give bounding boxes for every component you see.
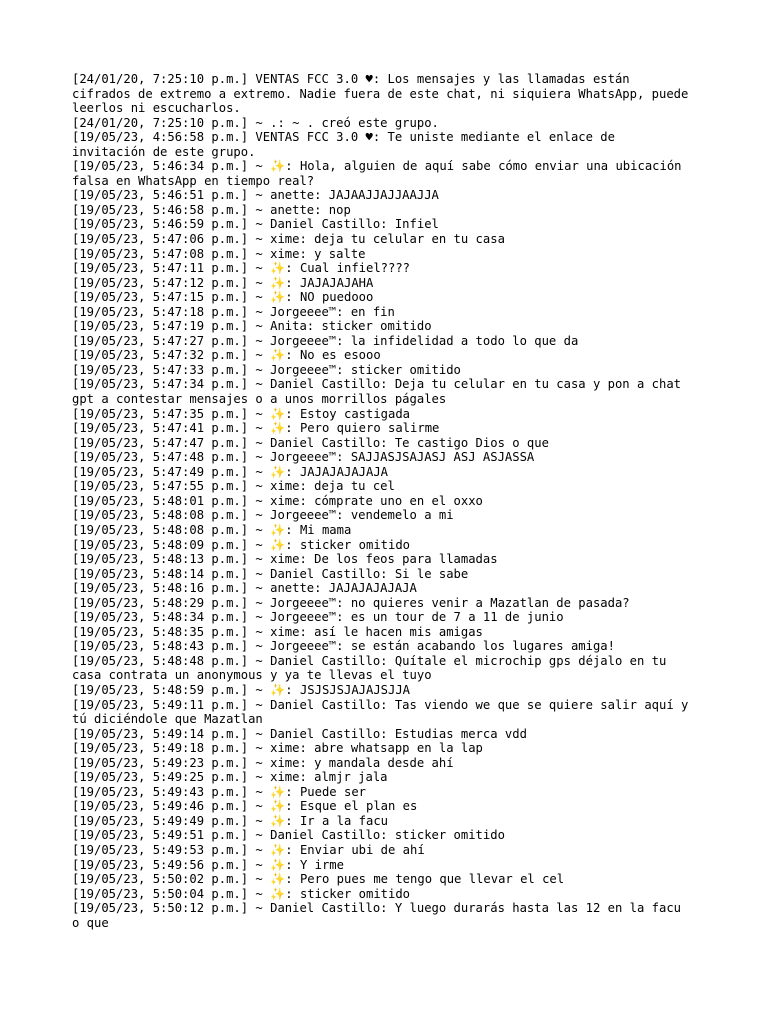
chat-line: [19/05/23, 5:49:53 p.m.] ~ ✨: Enviar ubi de ahí bbox=[72, 842, 425, 857]
chat-line: [24/01/20, 7:25:10 p.m.] VENTAS FCC 3.0 ♥: Los mensajes y las llamadas están cifrados de extremo a extremo. Nadie fuera de este chat, ni siquiera WhatsApp, puede leerlos ni escucharlos. bbox=[72, 72, 696, 116]
chat-line: [19/05/23, 5:48:16 p.m.] ~ anette: JAJAJAJAJAJA bbox=[72, 581, 417, 596]
chat-line: [19/05/23, 5:48:29 p.m.] ~ Jorgeeee™: no quieres venir a Mazatlan de pasada? bbox=[72, 595, 630, 610]
chat-line: [19/05/23, 5:49:51 p.m.] ~ Daniel Castillo: sticker omitido bbox=[72, 828, 505, 843]
chat-line: [19/05/23, 5:49:43 p.m.] ~ ✨: Puede ser bbox=[72, 784, 366, 799]
chat-line: [19/05/23, 5:49:49 p.m.] ~ ✨: Ir a la facu bbox=[72, 813, 389, 828]
chat-line: [19/05/23, 5:47:49 p.m.] ~ ✨: JAJAJAJAJAJA bbox=[72, 464, 389, 479]
chat-line: [19/05/23, 5:47:06 p.m.] ~ xime: deja tu celular en tu casa bbox=[72, 232, 505, 247]
chat-line: [19/05/23, 5:48:34 p.m.] ~ Jorgeeee™: es un tour de 7 a 11 de junio bbox=[72, 610, 564, 625]
chat-line: [19/05/23, 5:48:09 p.m.] ~ ✨: sticker omitido bbox=[72, 537, 411, 552]
chat-line: [19/05/23, 5:46:51 p.m.] ~ anette: JAJAAJJAJJAAJJA bbox=[72, 188, 439, 203]
chat-line: [19/05/23, 5:47:55 p.m.] ~ xime: deja tu cel bbox=[72, 479, 395, 494]
chat-line: [19/05/23, 5:47:18 p.m.] ~ Jorgeeee™: en fin bbox=[72, 304, 395, 319]
chat-line: [19/05/23, 5:49:18 p.m.] ~ xime: abre whatsapp en la lap bbox=[72, 741, 483, 756]
chat-line: [19/05/23, 5:48:08 p.m.] ~ Jorgeeee™: vendemelo a mi bbox=[72, 508, 454, 523]
chat-line: [19/05/23, 4:56:58 p.m.] VENTAS FCC 3.0 ♥: Te uniste mediante el enlace de invitación de este grupo. bbox=[72, 130, 623, 159]
chat-line: [19/05/23, 5:49:14 p.m.] ~ Daniel Castillo: Estudias merca vdd bbox=[72, 726, 527, 741]
chat-line: [19/05/23, 5:47:27 p.m.] ~ Jorgeeee™: la infidelidad a todo lo que da bbox=[72, 333, 579, 348]
chat-line: [19/05/23, 5:47:08 p.m.] ~ xime: y salte bbox=[72, 246, 366, 261]
chat-line: [19/05/23, 5:50:02 p.m.] ~ ✨: Pero pues me tengo que llevar el cel bbox=[72, 872, 565, 887]
chat-line: [19/05/23, 5:47:15 p.m.] ~ ✨: NO puedooo bbox=[72, 290, 374, 305]
chat-line: [19/05/23, 5:47:35 p.m.] ~ ✨: Estoy castigada bbox=[72, 406, 411, 421]
chat-line: [19/05/23, 5:47:11 p.m.] ~ ✨: Cual infiel???? bbox=[72, 261, 411, 276]
chat-line: [19/05/23, 5:46:34 p.m.] ~ ✨: Hola, alguien de aquí sabe cómo enviar una ubicación falsa en WhatsApp en tiempo real? bbox=[72, 159, 689, 188]
chat-line: [24/01/20, 7:25:10 p.m.] ~ .: ~ . creó este grupo. bbox=[72, 115, 439, 130]
chat-line: [19/05/23, 5:47:12 p.m.] ~ ✨: JAJAJAJAHA bbox=[72, 275, 374, 290]
chat-line: [19/05/23, 5:47:41 p.m.] ~ ✨: Pero quiero salirme bbox=[72, 421, 440, 436]
chat-line: [19/05/23, 5:50:04 p.m.] ~ ✨: sticker omitido bbox=[72, 886, 411, 901]
chat-line: [19/05/23, 5:48:08 p.m.] ~ ✨: Mi mama bbox=[72, 522, 352, 537]
chat-line: [19/05/23, 5:48:48 p.m.] ~ Daniel Castillo: Quítale el microchip gps déjalo en tu casa contrata un anonymous y ya te llevas el tuyo bbox=[72, 653, 674, 683]
chat-line: [19/05/23, 5:47:19 p.m.] ~ Anita: sticker omitido bbox=[72, 319, 432, 334]
chat-line: [19/05/23, 5:47:32 p.m.] ~ ✨: No es esooo bbox=[72, 348, 381, 363]
chat-line: [19/05/23, 5:48:01 p.m.] ~ xime: cómprate uno en el oxxo bbox=[72, 493, 483, 508]
chat-line: [19/05/23, 5:48:13 p.m.] ~ xime: De los feos para llamadas bbox=[72, 552, 498, 567]
chat-line: [19/05/23, 5:48:14 p.m.] ~ Daniel Castillo: Si le sabe bbox=[72, 566, 469, 581]
chat-line: [19/05/23, 5:47:47 p.m.] ~ Daniel Castillo: Te castigo Dios o que bbox=[72, 435, 549, 450]
chat-line: [19/05/23, 5:49:56 p.m.] ~ ✨: Y irme bbox=[72, 857, 344, 872]
chat-line: [19/05/23, 5:49:23 p.m.] ~ xime: y mandala desde ahí bbox=[72, 755, 454, 770]
chat-line: [19/05/23, 5:46:59 p.m.] ~ Daniel Castillo: Infiel bbox=[72, 217, 439, 232]
chat-line: [19/05/23, 5:48:35 p.m.] ~ xime: así le hacen mis amigas bbox=[72, 624, 483, 639]
chat-line: [19/05/23, 5:49:11 p.m.] ~ Daniel Castillo: Tas viendo we que se quiere salir aquí y tú diciéndole que Mazatlan bbox=[72, 697, 696, 727]
chat-line: [19/05/23, 5:49:46 p.m.] ~ ✨: Esque el plan es bbox=[72, 799, 418, 814]
chat-line: [19/05/23, 5:47:34 p.m.] ~ Daniel Castillo: Deja tu celular en tu casa y pon a chat gpt a contestar mensajes o a unos morrillos págales bbox=[72, 377, 689, 407]
chat-line: [19/05/23, 5:47:48 p.m.] ~ Jorgeeee™: SAJJASJSAJASJ ASJ ASJASSA bbox=[72, 450, 535, 465]
chat-line: [19/05/23, 5:48:59 p.m.] ~ ✨: JSJSJSJAJAJSJJA bbox=[72, 682, 411, 697]
chat-line: [19/05/23, 5:47:33 p.m.] ~ Jorgeeee™: sticker omitido bbox=[72, 362, 461, 377]
chat-line: [19/05/23, 5:50:12 p.m.] ~ Daniel Castillo: Y luego durarás hasta las 12 en la facu o que bbox=[72, 901, 689, 930]
chat-line: [19/05/23, 5:48:43 p.m.] ~ Jorgeeee™: se están acabando los lugares amiga! bbox=[72, 639, 615, 654]
chat-line: [19/05/23, 5:46:58 p.m.] ~ anette: nop bbox=[72, 202, 351, 217]
chat-transcript bbox=[72, 72, 694, 930]
chat-line: [19/05/23, 5:49:25 p.m.] ~ xime: almjr jala bbox=[72, 770, 388, 785]
